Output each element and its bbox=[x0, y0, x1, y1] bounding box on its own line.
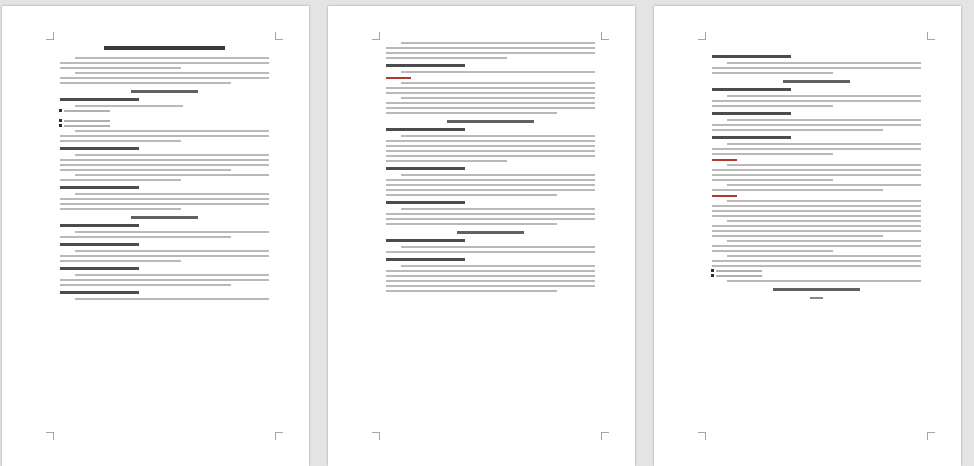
crop-mark bbox=[46, 432, 54, 440]
page-footer bbox=[810, 297, 823, 299]
text-line bbox=[712, 124, 921, 126]
text-line bbox=[386, 275, 595, 277]
text-line bbox=[386, 189, 595, 191]
bullet-item bbox=[716, 270, 762, 272]
text-line bbox=[712, 179, 833, 181]
text-line bbox=[386, 285, 595, 287]
subsection-heading bbox=[386, 64, 465, 67]
text-line bbox=[386, 213, 595, 215]
text-line bbox=[712, 245, 921, 247]
text-line bbox=[386, 57, 507, 59]
text-line bbox=[386, 102, 595, 104]
chapter-title bbox=[104, 46, 225, 50]
text-line bbox=[712, 260, 921, 262]
text-line bbox=[712, 235, 883, 237]
example-label bbox=[386, 77, 411, 79]
text-line bbox=[401, 97, 595, 99]
subsection-heading bbox=[386, 128, 465, 131]
text-line bbox=[60, 140, 181, 142]
text-line bbox=[401, 42, 595, 44]
text-line bbox=[727, 200, 921, 202]
crop-mark bbox=[601, 432, 609, 440]
text-line bbox=[386, 179, 595, 181]
text-line bbox=[386, 223, 557, 225]
subsection-heading bbox=[712, 112, 791, 115]
text-line bbox=[712, 148, 921, 150]
crop-mark bbox=[372, 32, 380, 40]
text-line bbox=[60, 62, 269, 64]
text-line bbox=[75, 298, 269, 300]
text-line bbox=[712, 105, 833, 107]
text-line bbox=[60, 279, 269, 281]
subsection-heading bbox=[386, 201, 465, 204]
text-line bbox=[60, 203, 269, 205]
text-line bbox=[727, 255, 921, 257]
text-line bbox=[60, 208, 181, 210]
section-heading bbox=[773, 288, 861, 291]
text-line bbox=[75, 154, 269, 156]
text-line bbox=[727, 184, 921, 186]
text-line bbox=[386, 251, 595, 253]
text-line bbox=[401, 208, 595, 210]
text-line bbox=[401, 71, 595, 73]
text-line bbox=[386, 52, 595, 54]
text-line bbox=[712, 205, 921, 207]
subsection-heading bbox=[386, 239, 465, 242]
text-line bbox=[386, 218, 595, 220]
text-line bbox=[75, 250, 269, 252]
text-line bbox=[727, 143, 921, 145]
example-label bbox=[712, 195, 737, 197]
text-line bbox=[75, 274, 269, 276]
text-line bbox=[386, 140, 595, 142]
subsection-heading bbox=[60, 291, 139, 294]
text-line bbox=[60, 77, 269, 79]
text-line bbox=[712, 210, 921, 212]
text-line bbox=[401, 82, 595, 84]
subsection-heading bbox=[712, 88, 791, 91]
text-line bbox=[386, 145, 595, 147]
bullet-item bbox=[64, 125, 110, 127]
subsection-heading bbox=[60, 267, 139, 270]
bullet-item bbox=[64, 120, 110, 122]
crop-mark bbox=[927, 432, 935, 440]
text-line bbox=[727, 95, 921, 97]
bullet-item bbox=[64, 110, 110, 112]
subsection-heading bbox=[60, 243, 139, 246]
text-line bbox=[60, 82, 231, 84]
text-line bbox=[60, 135, 269, 137]
text-line bbox=[712, 67, 921, 69]
text-line bbox=[712, 265, 921, 267]
text-line bbox=[386, 87, 595, 89]
text-line bbox=[386, 155, 595, 157]
text-line bbox=[712, 72, 833, 74]
text-line bbox=[712, 230, 921, 232]
subsection-heading bbox=[386, 258, 465, 261]
text-line bbox=[386, 160, 507, 162]
section-heading bbox=[457, 231, 524, 234]
text-line bbox=[712, 169, 921, 171]
text-line bbox=[712, 153, 833, 155]
document-page-1 bbox=[2, 6, 309, 466]
text-line bbox=[727, 240, 921, 242]
text-line bbox=[712, 129, 883, 131]
bullet-item bbox=[716, 275, 762, 277]
subsection-heading bbox=[60, 224, 139, 227]
subsection-heading bbox=[386, 167, 465, 170]
subsection-heading bbox=[712, 136, 791, 139]
crop-mark bbox=[927, 32, 935, 40]
text-line bbox=[60, 67, 181, 69]
text-line bbox=[727, 164, 921, 166]
page-text-block bbox=[60, 46, 269, 303]
example-label bbox=[712, 159, 737, 161]
crop-mark bbox=[275, 432, 283, 440]
text-line bbox=[712, 250, 833, 252]
document-page-2 bbox=[328, 6, 635, 466]
text-line bbox=[386, 270, 595, 272]
text-line bbox=[60, 164, 269, 166]
crop-mark bbox=[698, 432, 706, 440]
text-line bbox=[386, 107, 595, 109]
text-line bbox=[60, 198, 269, 200]
crop-mark bbox=[698, 32, 706, 40]
text-line bbox=[386, 112, 557, 114]
subsection-heading bbox=[712, 55, 791, 58]
text-line bbox=[401, 246, 595, 248]
text-line bbox=[75, 193, 269, 195]
text-line bbox=[386, 290, 557, 292]
text-line bbox=[712, 174, 921, 176]
text-line bbox=[60, 169, 231, 171]
page-text-block bbox=[712, 50, 921, 299]
text-line bbox=[75, 105, 184, 107]
section-heading bbox=[447, 120, 535, 123]
section-heading bbox=[783, 80, 850, 83]
text-line bbox=[75, 174, 269, 176]
crop-mark bbox=[46, 32, 54, 40]
subsection-heading bbox=[60, 186, 139, 189]
text-line bbox=[75, 72, 269, 74]
text-line bbox=[712, 189, 883, 191]
text-line bbox=[386, 92, 595, 94]
text-line bbox=[712, 215, 921, 217]
text-line bbox=[401, 174, 595, 176]
text-line bbox=[727, 119, 921, 121]
text-line bbox=[60, 255, 269, 257]
text-line bbox=[386, 280, 595, 282]
text-line bbox=[386, 194, 557, 196]
text-line bbox=[386, 47, 595, 49]
text-line bbox=[386, 184, 595, 186]
text-line bbox=[401, 135, 595, 137]
text-line bbox=[712, 225, 921, 227]
text-line bbox=[75, 231, 269, 233]
text-line bbox=[60, 236, 231, 238]
crop-mark bbox=[372, 432, 380, 440]
text-line bbox=[60, 159, 269, 161]
text-line bbox=[75, 130, 269, 132]
subsection-heading bbox=[60, 147, 139, 150]
text-line bbox=[60, 260, 181, 262]
text-line bbox=[60, 179, 181, 181]
crop-mark bbox=[275, 32, 283, 40]
text-line bbox=[727, 62, 921, 64]
page-text-block bbox=[386, 42, 595, 295]
text-line bbox=[401, 265, 595, 267]
crop-mark bbox=[601, 32, 609, 40]
section-heading bbox=[131, 90, 198, 93]
text-line bbox=[712, 100, 921, 102]
text-line bbox=[386, 150, 595, 152]
section-heading bbox=[131, 216, 198, 219]
document-page-3 bbox=[654, 6, 961, 466]
subsection-heading bbox=[60, 98, 139, 101]
text-line bbox=[727, 220, 921, 222]
text-line bbox=[75, 57, 269, 59]
text-line bbox=[60, 284, 231, 286]
text-line bbox=[727, 280, 921, 282]
